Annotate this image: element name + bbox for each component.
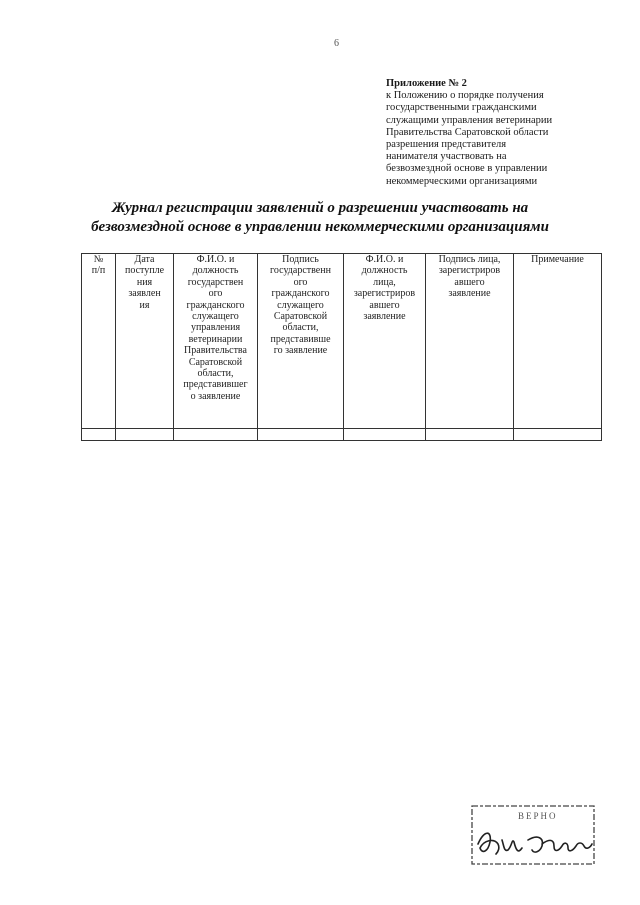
table-cell — [426, 429, 514, 441]
appendix-header — [386, 78, 622, 188]
stamp-text: ВЕРНО — [518, 811, 558, 821]
appendix-line: безвозмездной основе в управлении — [386, 163, 548, 175]
column-header-applicant-signature: Подпись государственн ого гражданского служащего Саратовской области, представивше го заявление — [258, 254, 344, 429]
table-cell — [258, 429, 344, 441]
title-line: Журнал регистрации заявлений о разрешении участвовать на — [111, 200, 529, 216]
column-header-registrar-name: Ф.И.О. и должность лица, зарегистриров авшего заявление — [344, 254, 426, 429]
column-header-number: № п/п — [82, 254, 116, 429]
appendix-line: разрешения представителя — [386, 139, 507, 151]
verification-stamp — [468, 800, 598, 870]
appendix-line: Приложение № 2 — [386, 78, 467, 89]
appendix-line: нанимателя участвовать на — [386, 151, 507, 163]
title-line: безвозмездной основе в управлении некоммерческими организациями — [91, 219, 549, 235]
appendix-line: служащими управления ветеринарии — [386, 114, 553, 126]
column-header-date: Дата поступле ния заявлен ия — [116, 254, 174, 429]
table-cell — [344, 429, 426, 441]
table-header-row — [82, 254, 602, 429]
table-cell — [514, 429, 602, 441]
column-header-note: Примечание — [514, 254, 602, 429]
appendix-line: некоммерческими организациями — [386, 175, 538, 187]
appendix-line: Правительства Саратовской области — [386, 126, 549, 138]
table-row — [82, 429, 602, 441]
table-cell — [82, 429, 116, 441]
page-number: 6 — [334, 38, 339, 49]
column-header-applicant-name: Ф.И.О. и должность государствен ого гражданского служащего управления ветеринарии Правительства Саратовской области, представившег о заявление — [174, 254, 258, 429]
appendix-line: к Положению о порядке получения — [386, 90, 544, 102]
table-cell — [174, 429, 258, 441]
journal-title — [0, 199, 640, 237]
table-cell — [116, 429, 174, 441]
appendix-line: государственными гражданскими — [386, 102, 537, 114]
column-header-registrar-signature: Подпись лица, зарегистриров авшего заявление — [426, 254, 514, 429]
signature — [478, 833, 592, 854]
registration-journal-table — [81, 253, 602, 441]
